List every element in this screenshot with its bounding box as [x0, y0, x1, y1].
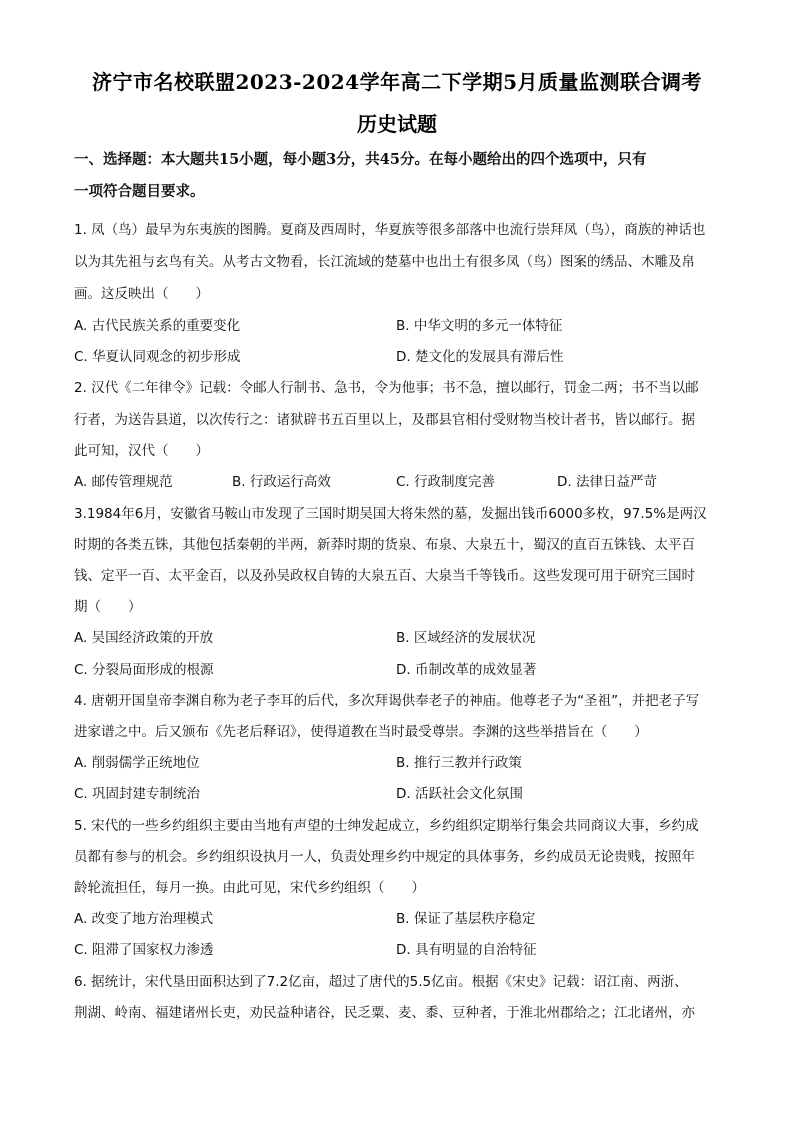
- question-4-option-a: A. 削弱儒学正统地位: [74, 755, 200, 771]
- question-3-line-3: 钱、定平一百、太平金百，以及孙吴政权自铸的大泉五百、大泉当千等钱币。这些发现可用于研究三国时: [74, 568, 695, 584]
- question-4-option-c: C. 巩固封建专制统治: [74, 786, 201, 802]
- question-5-line-2: 员都有参与的机会。乡约组织设执月一人，负责处理乡约中规定的具体事务，乡约成员无论贵贱，按照年: [74, 849, 695, 865]
- section-heading-line-1: 一、选择题：本大题共15小题，每小题3分，共45分。在每小题给出的四个选项中，只有: [74, 151, 647, 168]
- question-3-line-2: 时期的各类五铢，其他包括秦朝的半两，新莽时期的货泉、布泉、大泉五十，蜀汉的直百五铢钱、太平百: [74, 537, 695, 553]
- question-4-line-1: 4. 唐朝开国皇帝李渊自称为老子李耳的后代，多次拜谒供奉老子的神庙。他尊老子为“圣祖”，并把老子写: [74, 693, 700, 709]
- question-1-option-b: B. 中华文明的多元一体特征: [396, 318, 563, 334]
- question-5-option-d: D. 具有明显的自治特征: [396, 942, 537, 958]
- question-1-option-d: D. 楚文化的发展具有滞后性: [396, 349, 564, 365]
- question-5-option-c: C. 阻滞了国家权力渗透: [74, 942, 214, 958]
- question-5-line-3: 龄轮流担任，每月一换。由此可见，宋代乡约组织（ ）: [74, 880, 425, 896]
- question-3-option-d: D. 币制改革的成效显著: [396, 662, 537, 678]
- question-2-option-c: C. 行政制度完善: [396, 474, 496, 490]
- section-heading-line-2: 一项符合题目要求。: [74, 183, 205, 200]
- question-3-option-b: B. 区域经济的发展状况: [396, 630, 536, 646]
- exam-title: 济宁市名校联盟2023-2024学年高二下学期5月质量监测联合调考: [91, 70, 703, 94]
- question-2-line-2: 行者，为送告县道，以次传行之：诸狱辟书五百里以上，及郡县官相付受财物当校计者书，皆以邮行。据: [74, 412, 695, 428]
- question-6-line-2: 荆湖、岭南、福建诸州长吏，劝民益种诸谷，民乏粟、麦、黍、豆种者，于淮北州郡给之；江北诸州，亦: [74, 1005, 695, 1021]
- question-1-line-2: 以为其先祖与玄鸟有关。从考古文物看，长江流域的楚墓中也出土有很多凤（鸟）图案的绣品、木雕及帛: [74, 254, 695, 270]
- question-2-line-3: 此可知，汉代（ ）: [74, 443, 209, 459]
- question-2-line-1: 2. 汉代《二年律令》记载：令邮人行制书、急书，令为他事；书不急，擅以邮行，罚金二两；书不当以邮: [74, 380, 699, 396]
- question-4-option-b: B. 推行三教并行政策: [396, 755, 522, 771]
- question-1-line-3: 画。这反映出（ ）: [74, 286, 209, 302]
- question-4-option-d: D. 活跃社会文化氛围: [396, 786, 523, 802]
- question-1-option-c: C. 华夏认同观念的初步形成: [74, 349, 241, 365]
- question-2-option-b: B. 行政运行高效: [232, 474, 331, 490]
- question-2-option-a: A. 邮传管理规范: [74, 474, 173, 490]
- question-1-line-1: 1. 凤（鸟）最早为东夷族的图腾。夏商及西周时，华夏族等很多部落中也流行崇拜凤（鸟），商族的神话也: [74, 222, 706, 238]
- question-5-option-a: A. 改变了地方治理模式: [74, 911, 214, 927]
- question-3-line-1: 3.1984年6月，安徽省马鞍山市发现了三国时期吴国大将朱然的墓，发掘出钱币6000多枚，97.5%是两汉: [74, 506, 707, 522]
- question-1-option-a: A. 古代民族关系的重要变化: [74, 318, 241, 334]
- question-3-line-4: 期（ ）: [74, 599, 142, 615]
- question-4-line-2: 进家谱之中。后又颁布《先老后释诏》，使得道教在当时最受尊崇。李渊的这些举措旨在（ ）: [74, 724, 648, 740]
- question-3-option-c: C. 分裂局面形成的根源: [74, 662, 214, 678]
- question-5-option-b: B. 保证了基层秩序稳定: [396, 911, 536, 927]
- exam-subtitle: 历史试题: [357, 112, 437, 136]
- question-6-line-1: 6. 据统计，宋代垦田面积达到了7.2亿亩，超过了唐代的5.5亿亩。根据《宋史》记载：诏江南、两浙、: [74, 974, 688, 990]
- question-5-line-1: 5. 宋代的一些乡约组织主要由当地有声望的士绅发起成立，乡约组织定期举行集会共同商议大事，乡约成: [74, 818, 699, 834]
- question-3-option-a: A. 吴国经济政策的开放: [74, 630, 214, 646]
- question-2-option-d: D. 法律日益严苛: [557, 474, 657, 490]
